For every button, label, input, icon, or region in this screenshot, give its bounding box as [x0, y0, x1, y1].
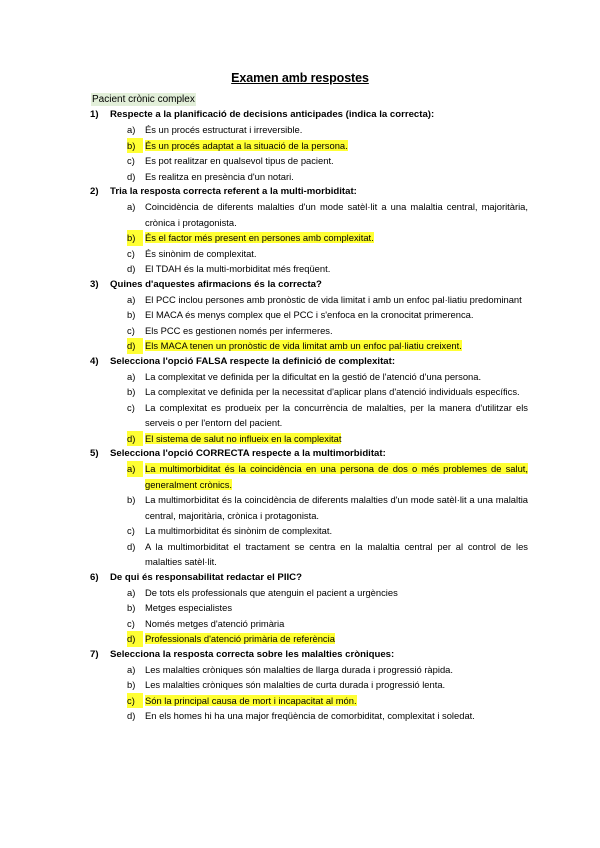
option-text-block — [145, 693, 528, 709]
option-letter: a) — [127, 201, 136, 212]
option-text: En els homes hi ha una major freqüència de comorbiditat, complexitat i soledat. — [145, 710, 475, 721]
option-text: Les malalties cròniques són malalties de llarga durada i progressió ràpida. — [145, 663, 453, 675]
option — [0, 199, 600, 230]
section-title: Pacient crònic complex — [92, 94, 195, 105]
option-text: Coincidència de diferents malalties d'un mode satèl·lit a una malaltia central, majoritària, crònica i protagonista. — [145, 201, 528, 228]
question-heading — [0, 354, 600, 369]
option — [0, 122, 600, 138]
option — [0, 369, 600, 385]
option-letter: c) — [127, 324, 135, 336]
option-text-block — [145, 708, 528, 724]
option-list — [0, 122, 600, 184]
option-correct — [0, 138, 600, 154]
question-4 — [0, 354, 600, 447]
option — [0, 307, 600, 323]
option-text: Es pot realitzar en qualsevol tipus de pacient. — [145, 155, 334, 166]
option-list — [0, 199, 600, 277]
highlighted-answer-text: Són la principal causa de mort i incapacitat al món. — [145, 694, 357, 706]
option — [0, 169, 600, 185]
question-number: 3) — [90, 278, 99, 290]
option — [0, 539, 600, 570]
option-text-block — [145, 539, 528, 570]
option — [0, 708, 600, 724]
option-text-block — [145, 323, 528, 339]
option — [0, 400, 600, 431]
option-text-block — [145, 616, 528, 632]
question-heading — [0, 647, 600, 662]
option-list — [0, 585, 600, 647]
option-text: La complexitat ve definida per la dificultat en la gestió de l'atenció d'una persona. — [145, 370, 482, 382]
option-text: El TDAH és la multi-morbiditat més freqüent. — [145, 263, 331, 274]
option-text-block — [145, 677, 528, 693]
option-list — [0, 292, 600, 354]
highlighted-answer-text: Professionals d'atenció primària de referència — [145, 633, 335, 644]
option-list — [0, 662, 600, 724]
option-text-block — [145, 153, 528, 169]
option-text-block — [145, 369, 528, 385]
option-letter: c) — [127, 155, 135, 166]
question-list — [0, 107, 600, 724]
question-2 — [0, 184, 600, 277]
option-text-block — [145, 292, 528, 308]
option — [0, 616, 600, 632]
question-text: Selecciona la resposta correcta sobre les malalties cròniques: — [110, 648, 395, 660]
option-letter: a) — [127, 586, 136, 598]
option-letter: d) — [127, 263, 136, 274]
option-text: Els PCC es gestionen només per infermeres. — [145, 324, 333, 336]
option — [0, 677, 600, 693]
option-letter: b) — [127, 386, 136, 397]
option-text-block — [145, 230, 528, 246]
option-list — [0, 369, 600, 447]
option-text: La complexitat es produeix per la concurrència de malalties, per la manera d'utilitzar els serveis o per l'entorn del pacient. — [145, 401, 528, 428]
option-text-block — [145, 492, 528, 523]
option — [0, 384, 600, 400]
document-title: Examen amb respostes — [231, 71, 369, 85]
question-text: Quines d'aquestes afirmacions és la correcta? — [110, 278, 322, 290]
option — [0, 292, 600, 308]
option-correct — [0, 431, 600, 447]
option-letter: d) — [127, 338, 143, 354]
option-letter: c) — [127, 525, 135, 536]
option-text-block — [145, 585, 528, 601]
option-letter: b) — [127, 230, 143, 246]
option-text-block — [145, 384, 528, 400]
option-text: És un procés estructurat i irreversible. — [145, 124, 303, 135]
question-heading — [0, 277, 600, 292]
question-7 — [0, 647, 600, 724]
question-text: Respecte a la planificació de decisions anticipades (indica la correcta): — [110, 109, 435, 120]
option-letter: d) — [127, 170, 136, 182]
option-letter: c) — [127, 247, 135, 259]
question-number: 7) — [90, 648, 99, 660]
option-letter: b) — [127, 309, 136, 320]
option-text-block — [145, 662, 528, 678]
option-letter: c) — [127, 401, 135, 413]
question-number: 2) — [90, 186, 99, 197]
option-text-block — [145, 431, 528, 447]
option-correct — [0, 693, 600, 709]
option-text: La multimorbiditat és la coincidència de diferents malalties d'un mode satèl·lit a una malaltia central, majoritària, crònica i protagonista. — [145, 494, 528, 521]
option-letter: c) — [127, 617, 135, 629]
option-text: Es realitza en presència d'un notari. — [145, 170, 294, 182]
option — [0, 585, 600, 601]
option-letter: d) — [127, 431, 143, 447]
option-text: De tots els professionals que atenguin el pacient a urgències — [145, 586, 398, 598]
highlighted-answer-text: La multimorbiditat és la coincidència en una persona de dos o més problemes de salut, generalment crònics. — [145, 463, 528, 490]
option-correct — [0, 338, 600, 354]
option-text: És sinònim de complexitat. — [145, 247, 257, 259]
option-list — [0, 461, 600, 570]
option — [0, 523, 600, 539]
highlighted-answer-text: Els MACA tenen un pronòstic de vida limitat amb un enfoc pal·liatiu creixent. — [145, 340, 462, 351]
option-text-block — [145, 122, 528, 138]
highlighted-answer-text: El sistema de salut no influeix en la complexitat — [145, 432, 342, 444]
option-text: Només metges d'atenció primària — [145, 617, 285, 629]
option — [0, 261, 600, 277]
question-5 — [0, 446, 600, 570]
question-heading — [0, 446, 600, 461]
option-text-block — [145, 400, 528, 431]
option-text-block — [145, 169, 528, 185]
option-letter: a) — [127, 370, 136, 382]
question-6 — [0, 570, 600, 647]
option-text-block — [145, 199, 528, 230]
option — [0, 246, 600, 262]
option-letter: c) — [127, 693, 143, 709]
option-text-block — [145, 138, 528, 154]
option-letter: d) — [127, 710, 136, 721]
question-1 — [0, 107, 600, 184]
highlighted-answer-text: És el factor més present en persones amb complexitat. — [145, 232, 374, 243]
option — [0, 153, 600, 169]
option — [0, 662, 600, 678]
option-text: La complexitat ve definida per la necessitat d'aplicar plans d'atenció individuals específics. — [145, 386, 520, 397]
question-text: Selecciona l'opció CORRECTA respecte a la multimorbiditat: — [110, 448, 386, 459]
option-letter: d) — [127, 540, 136, 552]
option-text: Les malalties cròniques són malalties de curta durada i progressió lenta. — [145, 679, 446, 690]
question-number: 6) — [90, 571, 99, 583]
option-letter: b) — [127, 602, 136, 613]
option-text-block — [145, 307, 528, 323]
option-correct — [0, 230, 600, 246]
option-text-block — [145, 523, 528, 539]
option-text: El PCC inclou persones amb pronòstic de vida limitat i amb un enfoc pal·liatiu predominant — [145, 293, 522, 305]
option-letter: a) — [127, 124, 136, 135]
option-text: Metges especialistes — [145, 602, 233, 613]
option-letter: a) — [127, 293, 136, 305]
option-text-block — [145, 246, 528, 262]
highlighted-answer-text: És un procés adaptat a la situació de la persona. — [145, 139, 348, 151]
option — [0, 600, 600, 616]
option-text-block — [145, 600, 528, 616]
option-text: La multimorbiditat és sinònim de complexitat. — [145, 525, 333, 536]
option-text-block — [145, 261, 528, 277]
question-text: De qui és responsabilitat redactar el PIIC? — [110, 571, 302, 583]
option-letter: b) — [127, 138, 143, 154]
option-text-block — [145, 338, 528, 354]
question-heading — [0, 184, 600, 199]
option-correct — [0, 461, 600, 492]
option-letter: b) — [127, 494, 136, 505]
option-letter: d) — [127, 631, 143, 647]
option-text: El MACA és menys complex que el PCC i s'enfoca en la cronocitat primerenca. — [145, 309, 474, 320]
option-letter: a) — [127, 461, 143, 477]
option-text-block — [145, 461, 528, 492]
question-number: 4) — [90, 355, 99, 367]
option — [0, 323, 600, 339]
question-text: Tria la resposta correcta referent a la multi-morbiditat: — [110, 186, 357, 197]
option-letter: b) — [127, 679, 136, 690]
option — [0, 492, 600, 523]
option-correct — [0, 631, 600, 647]
question-text: Selecciona l'opció FALSA respecte la definició de complexitat: — [110, 355, 396, 367]
question-heading — [0, 570, 600, 585]
question-3 — [0, 277, 600, 354]
option-text: A la multimorbiditat el tractament se centra en la malaltia central per al control de les malalties satèl·lit. — [145, 540, 528, 567]
question-number: 5) — [90, 448, 99, 459]
option-text-block — [145, 631, 528, 647]
question-number: 1) — [90, 109, 99, 120]
question-heading — [0, 107, 600, 122]
option-letter: a) — [127, 663, 136, 675]
